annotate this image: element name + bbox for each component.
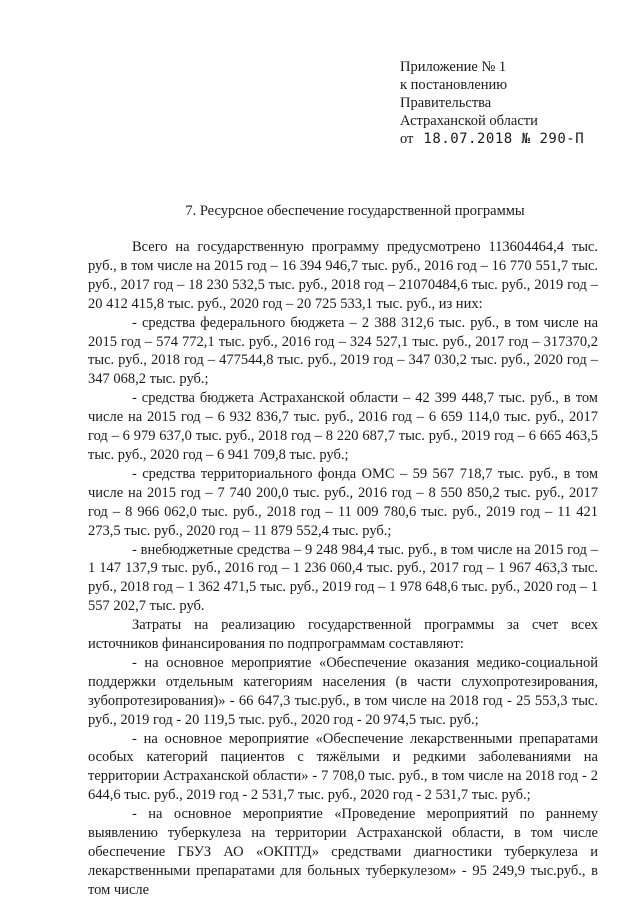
appendix-line-4: Астраханской области [400, 113, 538, 129]
paragraph-activity-tuberculosis: - на основное мероприятие «Проведение мероприятий по раннему выявлению туберкулеза на территории Астраханской области, в том числе обеспечение ГБУЗ АО «ОКПТД» средствами диагностики туберкулеза и лекарственными препаратами для больных туберкулезом» - 95 249,9 тыс.руб., в том числе [88, 806, 598, 898]
paragraph-activity-prosthetics: - на основное мероприятие «Обеспечение оказания медико-социальной поддержки отдельным категориям населения (в части слухопротезирования, зубопротезирования)» - 66 647,3 тыс.руб., в том числе на 2018 год - 25 553,3 тыс. руб., 2019 год - 20 119,5 тыс. руб., 2020 год - 20 974,5 тыс. руб.; [88, 654, 598, 728]
date-prefix: от [400, 131, 414, 147]
paragraph-regional-budget: - средства бюджета Астраханской области – 42 399 448,7 тыс. руб., в том числе на 2015 год – 6 932 836,7 тыс. руб., 2016 год – 6 659 114,0 тыс. руб., 2017 год – 6 979 637,0 тыс. руб., 2018 год – 8 220 687,7 тыс. руб., 2019 год – 6 665 463,5 тыс. руб., 2020 год – 6 941 709,8 тыс. руб.; [88, 390, 598, 463]
paragraph-activity-medicines: - на основное мероприятие «Обеспечение лекарственными препаратами особых категорий пациентов с тяжёлыми и редкими заболеваниями на территории Астраханской области» - 7 708,0 тыс. руб., в том числе на 2018 год - 2 644,6 тыс. руб., 2019 год - 2 531,7 тыс. руб., 2020 год - 2 531,7 тыс. руб.; [88, 730, 598, 804]
document-body [88, 238, 598, 900]
section-title: 7. Ресурсное обеспечение государственной программы [185, 203, 525, 219]
paragraph-extrabudgetary: - внебюджетные средства – 9 248 984,4 тыс. руб., в том числе на 2015 год – 1 147 137,9 тыс. руб., 2016 год – 1 236 060,4 тыс. руб., 2017 год – 1 967 463,3 тыс. руб., 2018 год – 1 362 471,5 тыс. руб., 2019 год – 1 978 648,6 тыс. руб., 2020 год – 1 557 202,7 тыс. руб. [88, 541, 598, 615]
paragraph-costs-intro: Затраты на реализацию государственной программы за счет всех источников финансирования по подпрограммам составляют: [88, 617, 598, 653]
paragraph-oms-fund: - средства территориального фонда ОМС – 59 567 718,7 тыс. руб., в том числе на 2015 год – 7 740 200,0 тыс. руб., 2016 год – 8 550 850,2 тыс. руб., 2017 год – 8 966 062,0 тыс. руб., 2018 год – 11 009 780,6 тыс. руб., 2019 год – 11 421 273,5 тыс. руб., 2020 год – 11 879 552,4 тыс. руб.; [88, 465, 598, 539]
paragraph-federal-budget: - средства федерального бюджета – 2 388 312,6 тыс. руб., в том числе на 2015 год – 574 772,1 тыс. руб., 2016 год – 324 527,1 тыс. руб., 2017 год – 317370,2 тыс. руб., 2018 год – 477544,8 тыс. руб., 2019 год – 347 030,2 тыс. руб., 2020 год – 347 068,2 тыс. руб.; [88, 314, 598, 388]
appendix-line-3: Правительства [400, 95, 492, 111]
appendix-header [400, 58, 584, 148]
appendix-line-2: к постановлению [400, 77, 508, 93]
appendix-date-line [400, 130, 584, 148]
appendix-line-1: Приложение № 1 [400, 59, 507, 75]
paragraph-total: Всего на государственную программу предусмотрено 113604464,4 тыс. руб., в том числе на 2015 год – 16 394 946,7 тыс. руб., 2016 год – 16 770 551,7 тыс. руб., 2017 год – 18 230 532,5 тыс. руб., 2018 год – 21070484,6 тыс. руб., 2019 год – 20 412 415,8 тыс. руб., 2020 год – 20 725 533,1 тыс. руб., из них: [88, 239, 598, 312]
date-stamp: 18.07.2018 № 290-П [423, 131, 585, 147]
